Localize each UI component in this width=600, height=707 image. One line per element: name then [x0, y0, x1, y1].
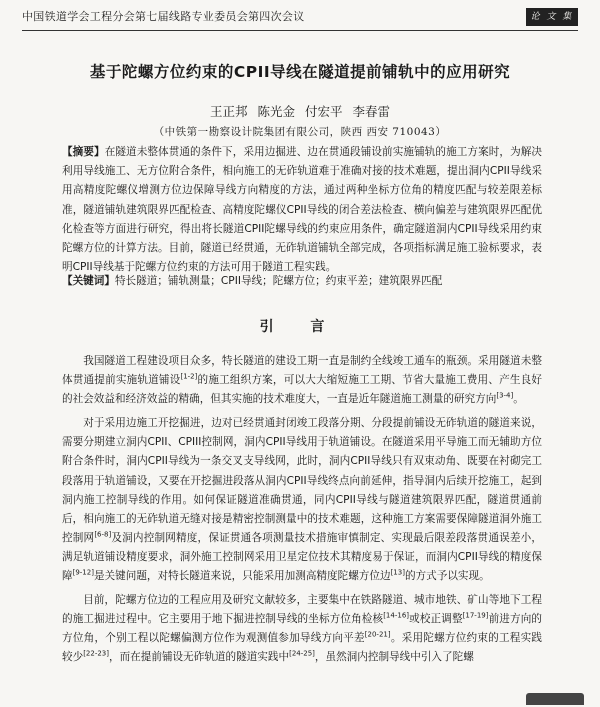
citation: [6-8]	[94, 530, 112, 539]
abstract-text: 在隧道未整体贯通的条件下，采用边掘进、边在贯通段铺设前实施铺轨的施工方案时，为解决利用导线施工、无方位附合条件，相向施工的无砟轨道难于准确对接的技术难题，提出洞内CPII导线采用高精度陀螺仪增测方位边保障导线方向精度的方法，通过两种坐标方位角的精度匹配与较差限差标准，隧道铺轨建筑限界匹配检查、高精度陀螺仪CPII导线的闭合差法检查、横向偏差与建筑限界匹配优化检查等方面进行研究，得出将长隧道CPII陀螺导线的约束应用条件，确定隧道洞内CPII导线采用约束陀螺方位的计算方法。目前，隧道已经贯通，无砟轨道铺轨全部完成，各项指标满足施工验标要求，表明CPII导线基于陀螺方位约束的方法可用于隧道工程实践。	[62, 146, 543, 274]
citation: [1-2]	[180, 372, 198, 381]
paragraph-text: 。	[513, 393, 524, 406]
citation: [13]	[390, 568, 405, 577]
paragraph-text: 我国隧道工程建设项目众多，特长隧道的建设工期一直是制约全线竣工通车的瓶颈。采用隧道未整体贯通提前实施轨道铺设	[62, 355, 542, 387]
keywords	[62, 272, 542, 290]
intro-paragraph-1	[62, 352, 542, 409]
paragraph-text: 及洞内控制网精度，保证贯通各项测量技术措施审慎制定、实现最后限差段落贯通误差小，满足轨道铺设精度要求，洞外施工控制网采用卫星定位技术其精度易于保证，而洞内CPII导线的精度保障	[62, 531, 542, 583]
citation: [3-4]	[496, 391, 514, 400]
paragraph-text: ，而在提前铺设无砟轨道的隧道实践中	[109, 651, 290, 664]
citation: [20-21]	[364, 630, 391, 639]
citation: [14-16]	[383, 611, 410, 620]
paragraph-text: 是关键问题，对特长隧道来说，只能采用加测高精度陀螺方位边	[93, 570, 391, 583]
paragraph-text: 前进方向的方位角，个别工程以陀螺偏测方位作为观测值参加导线方向平差	[62, 613, 543, 645]
paragraph-text: 的施工组织方案，可以大大缩短施工工期、节省大量施工费用、产生良好的社会效益和经济效益的精确，但其实施的技术难度大，一直是近年隧道施工测量的研究方向	[62, 374, 543, 406]
abstract-label: 【摘要】	[62, 146, 105, 158]
paper-affiliation: （中铁第一勘察设计院集团有限公司，陕西 西安 710043）	[153, 126, 447, 138]
intro-paragraph-2	[62, 414, 542, 586]
abstract	[62, 143, 542, 277]
intro-paragraph-3	[62, 591, 542, 667]
keywords-text: 特长隧道；铺轨测量；CPII导线；陀螺方位；约束平差；建筑限界匹配	[114, 275, 443, 287]
journal-logo: 论 文 集	[526, 8, 578, 26]
paper-authors: 王正邦 陈光金 付宏平 李春雷	[210, 104, 390, 119]
citation: [22-23]	[83, 649, 109, 658]
paragraph-text: 。采用陀螺方位约束的工程实践较少	[62, 632, 543, 664]
paragraph-text: 的方式予以实现。	[404, 570, 490, 583]
intro-body	[62, 352, 542, 673]
paragraph-text: 或校正调整	[409, 613, 463, 626]
paragraph-text: 对于采用边施工开挖掘进，边对已经贯通封闭竣工段落分期、分段提前铺设无砟轨道的隧道来说，需要分期建立洞内CPII、CPIII控制网，洞内CPII导线用于轨道铺设。在隧道采用平导施工而无辅助方位附合条件时，洞内CPII导线为一条交叉支导线网，此时，洞内CPII导线只有双束动角、既要在衬砌完工段落用于轨道铺设，又要在开挖掘进段落从洞内CPII导线终点向前延伸，指导洞内后续开挖施工，起到洞内施工控制导线的作用。如何保证隧道准确贯通，同内CPII导线与隧道建筑限界匹配，隧道贯通前后，相向施工的无砟轨道无缝对接是精密控制测量中的技术难题，这种施工方案需要保障隧道洞外施工控制网	[62, 417, 542, 544]
paper-title: 基于陀螺方位约束的CPII导线在隧道提前铺轨中的应用研究	[89, 63, 511, 81]
running-header	[22, 6, 578, 28]
citation: [17-19]	[462, 611, 489, 620]
header-divider	[22, 30, 578, 31]
section-heading-intro: 引 言	[259, 319, 341, 335]
citation: [9-12]	[72, 568, 94, 577]
keywords-label: 【关键词】	[62, 275, 115, 287]
paragraph-text: ，虽然洞内控制导线中引入了陀螺	[314, 651, 474, 664]
paragraph-text: 目前，陀螺方位边的工程应用及研究文献较多，主要集中在铁路隧道、城市地铁、矿山等地下工程的施工掘进过程中。它主要用于地下掘进控制导线的坐标方位角检核	[62, 594, 542, 626]
page-number-tab	[526, 693, 584, 705]
citation: [24-25]	[289, 649, 315, 658]
journal-name: 中国铁道学会工程分会第七届线路专业委员会第四次会议	[22, 10, 305, 23]
